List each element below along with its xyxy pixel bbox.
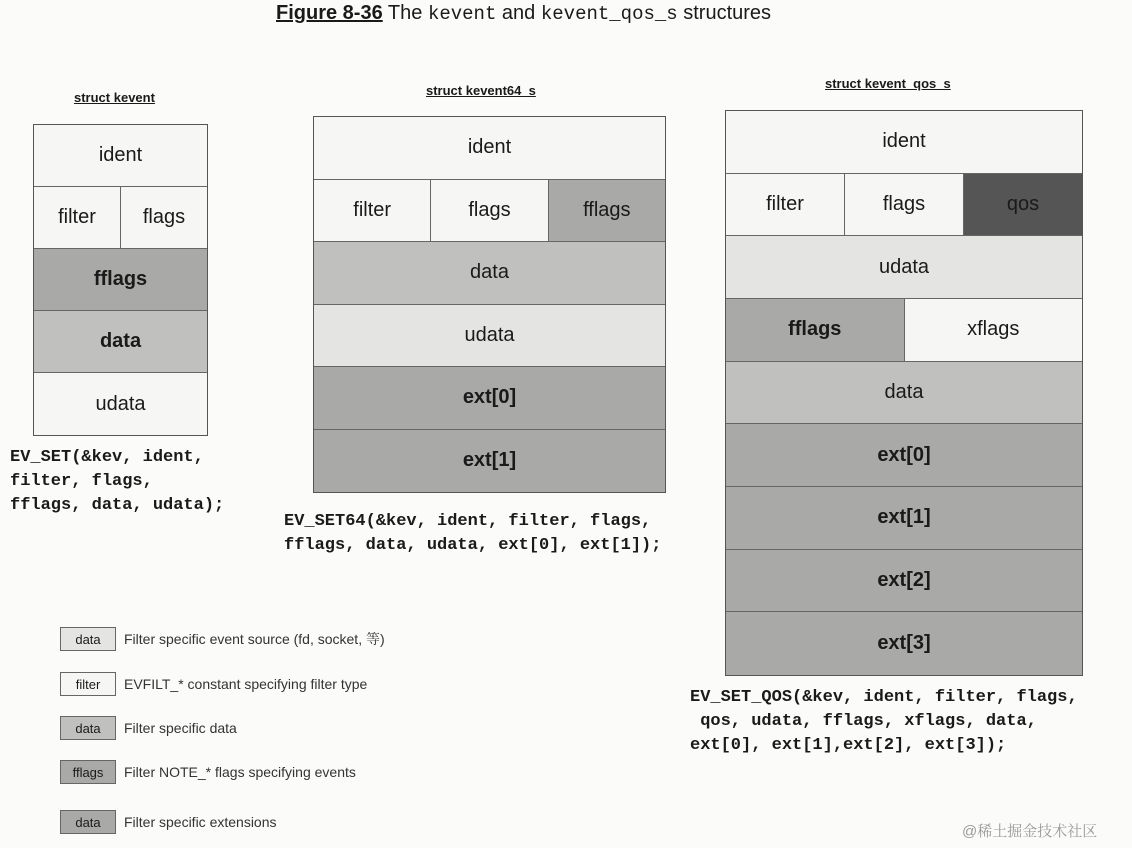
kevent64_s-row-0 bbox=[314, 117, 665, 180]
kevent_qos_s-field-ext1: ext[1] bbox=[726, 487, 1082, 549]
legend-text: EVFILT_* constant specifying filter type bbox=[124, 676, 368, 692]
kevent-row-4 bbox=[34, 373, 207, 435]
legend-text: Filter specific data bbox=[124, 720, 237, 736]
legend-item bbox=[60, 671, 367, 697]
kevent_qos_s-row-6 bbox=[726, 487, 1082, 550]
legend-text: Filter specific extensions bbox=[124, 814, 277, 830]
kevent-row-1 bbox=[34, 187, 207, 249]
legend-swatch: fflags bbox=[60, 760, 116, 784]
watermark: @稀土掘金技术社区 bbox=[962, 823, 1098, 840]
kevent_qos_s-row-4 bbox=[726, 362, 1082, 425]
struct-kevent-label: struct kevent bbox=[74, 90, 155, 105]
kevent64_s-row-4 bbox=[314, 367, 665, 430]
legend-swatch: data bbox=[60, 716, 116, 740]
title-word-the: The bbox=[387, 2, 423, 24]
kevent64_s-field-fflags: fflags bbox=[548, 180, 665, 242]
kevent_qos_s-row-3 bbox=[726, 299, 1082, 362]
kevent_qos_s-row-7 bbox=[726, 550, 1082, 613]
kevent64_s-field-flags: flags bbox=[430, 180, 547, 242]
figure-number: Figure 8-36 bbox=[276, 2, 383, 24]
legend-text: Filter specific event source (fd, socket, 等) bbox=[124, 631, 385, 647]
kevent_qos_s-row-1 bbox=[726, 174, 1082, 237]
struct-kevent-qos-diagram bbox=[725, 110, 1083, 676]
struct-kevent-diagram bbox=[33, 124, 208, 436]
kevent-field-fflags: fflags bbox=[34, 249, 207, 310]
kevent_qos_s-field-ext0: ext[0] bbox=[726, 424, 1082, 486]
kevent_qos_s-field-udata: udata bbox=[726, 236, 1082, 298]
kevent64_s-field-filter: filter bbox=[314, 180, 430, 242]
kevent64_s-row-5 bbox=[314, 430, 665, 493]
kevent_qos_s-field-filter: filter bbox=[726, 174, 844, 236]
title-word-and: and bbox=[501, 2, 536, 24]
kevent_qos_s-row-0 bbox=[726, 111, 1082, 174]
legend-text: Filter NOTE_* flags specifying events bbox=[124, 764, 356, 780]
kevent_qos_s-field-ext3: ext[3] bbox=[726, 612, 1082, 675]
kevent_qos_s-row-2 bbox=[726, 236, 1082, 299]
figure-title bbox=[276, 2, 771, 25]
kevent64_s-field-data: data bbox=[314, 242, 665, 304]
ev-set64-macro: EV_SET64(&kev, ident, filter, flags, fflags, data, udata, ext[0], ext[1]); bbox=[284, 512, 662, 555]
legend-item bbox=[60, 809, 277, 835]
kevent_qos_s-field-ext2: ext[2] bbox=[726, 550, 1082, 612]
kevent_qos_s-field-fflags: fflags bbox=[726, 299, 904, 361]
kevent-row-0 bbox=[34, 125, 207, 187]
kevent_qos_s-field-ident: ident bbox=[726, 111, 1082, 173]
kevent_qos_s-field-data: data bbox=[726, 362, 1082, 424]
kevent_qos_s-row-8 bbox=[726, 612, 1082, 675]
title-code-kevent-qos-s: kevent_qos_s bbox=[540, 3, 678, 25]
kevent64_s-field-ident: ident bbox=[314, 117, 665, 179]
kevent-field-filter: filter bbox=[34, 187, 120, 248]
kevent-row-3 bbox=[34, 311, 207, 373]
kevent-field-data: data bbox=[34, 311, 207, 372]
kevent-field-udata: udata bbox=[34, 373, 207, 435]
kevent_qos_s-field-xflags: xflags bbox=[904, 299, 1083, 361]
legend-item bbox=[60, 715, 237, 741]
kevent-field-flags: flags bbox=[120, 187, 207, 248]
kevent64_s-field-ext1: ext[1] bbox=[314, 430, 665, 493]
legend-swatch: filter bbox=[60, 672, 116, 696]
ev-set-qos-macro: EV_SET_QOS(&kev, ident, filter, flags, qos, udata, fflags, xflags, data, ext[0], ext[1],ext[2], ext[3]); bbox=[690, 688, 1078, 755]
struct-kevent64-diagram bbox=[313, 116, 666, 493]
kevent64_s-row-2 bbox=[314, 242, 665, 305]
kevent_qos_s-field-qos: qos bbox=[963, 174, 1082, 236]
legend-item bbox=[60, 759, 356, 785]
kevent_qos_s-row-5 bbox=[726, 424, 1082, 487]
kevent64_s-row-3 bbox=[314, 305, 665, 368]
title-code-kevent: kevent bbox=[427, 3, 497, 25]
ev-set-macro: EV_SET(&kev, ident, filter, flags, fflags, data, udata); bbox=[10, 448, 225, 515]
title-word-structures: structures bbox=[683, 2, 772, 24]
kevent64_s-row-1 bbox=[314, 180, 665, 243]
struct-kevent-qos-label: struct kevent_qos_s bbox=[825, 76, 951, 91]
kevent-row-2 bbox=[34, 249, 207, 311]
struct-kevent64-label: struct kevent64_s bbox=[426, 83, 536, 98]
legend-swatch: data bbox=[60, 810, 116, 834]
legend-item bbox=[60, 626, 385, 652]
kevent64_s-field-ext0: ext[0] bbox=[314, 367, 665, 429]
kevent64_s-field-udata: udata bbox=[314, 305, 665, 367]
kevent_qos_s-field-flags: flags bbox=[844, 174, 963, 236]
kevent-field-ident: ident bbox=[34, 125, 207, 186]
legend-swatch: data bbox=[60, 627, 116, 651]
